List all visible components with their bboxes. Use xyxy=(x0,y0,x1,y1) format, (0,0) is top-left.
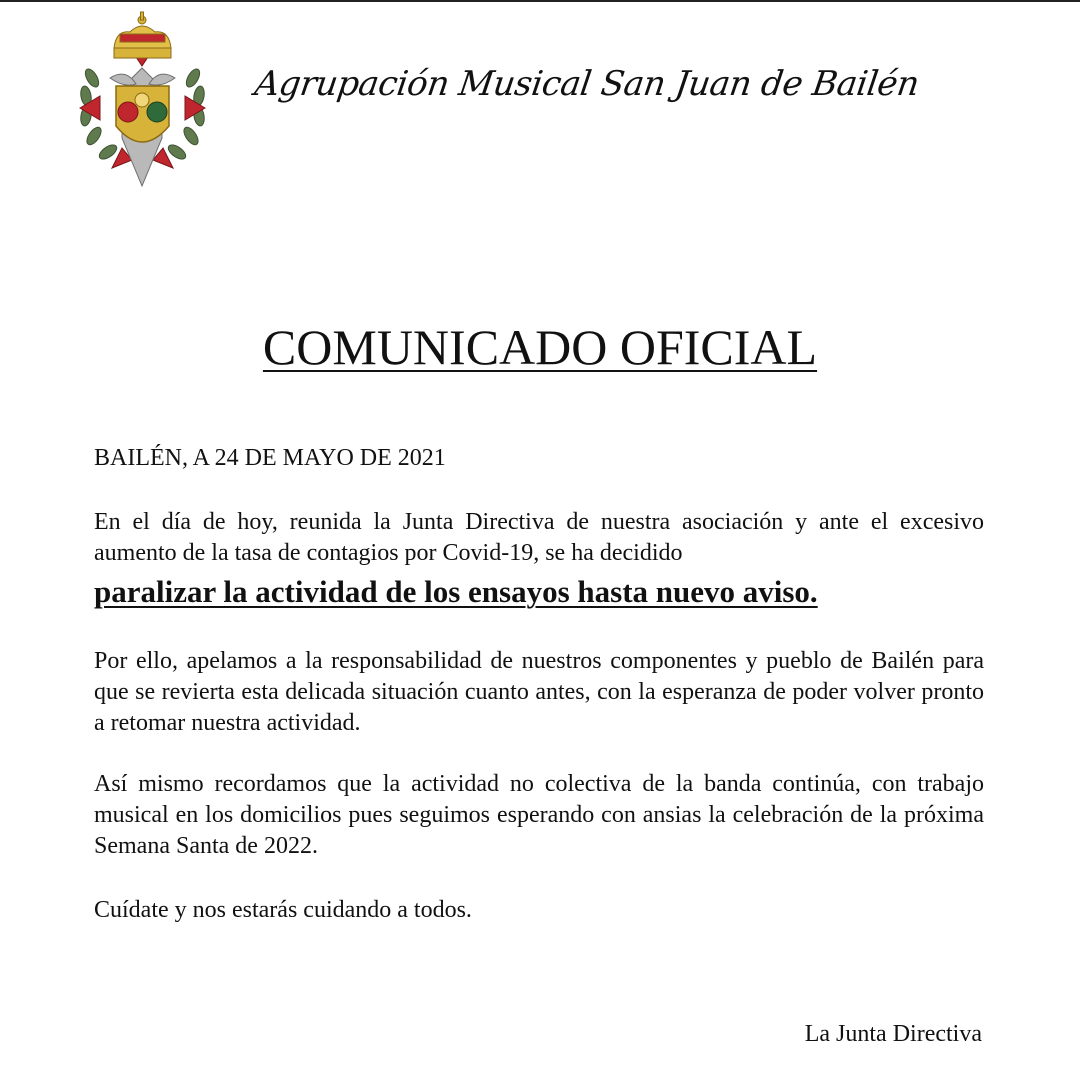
date-line: BAILÉN, A 24 DE MAYO DE 2021 xyxy=(94,445,446,471)
page-title: COMUNICADO OFICIAL xyxy=(262,319,818,375)
paragraph-2: Por ello, apelamos a la responsabilidad de nuestros componentes y pueblo de Bailén para que se revierta esta delicada situación cuanto antes, con la esperanza de poder volver pronto a retomar nuestra actividad. xyxy=(94,648,984,736)
paragraph-1: En el día de hoy, reunida la Junta Directiva de nuestra asociación y ante el excesivo aumento de la tasa de contagios por Covid-19, se ha decidido xyxy=(94,509,984,566)
highlight-decision: paralizar la actividad de los ensayos hasta nuevo aviso. xyxy=(94,574,818,609)
signature: La Junta Directiva xyxy=(804,1021,982,1047)
top-border xyxy=(0,0,1080,2)
organization-name: Agrupación Musical San Juan de Bailén xyxy=(252,64,922,104)
crest-icon xyxy=(70,8,215,198)
closing-line: Cuídate y nos estarás cuidando a todos. xyxy=(94,897,472,923)
paragraph-3: Así mismo recordamos que la actividad no colectiva de la banda continúa, con trabajo musical en los domicilios pues seguimos esperando con ansias la celebración de la próxima Semana Santa de 2022. xyxy=(94,771,984,859)
